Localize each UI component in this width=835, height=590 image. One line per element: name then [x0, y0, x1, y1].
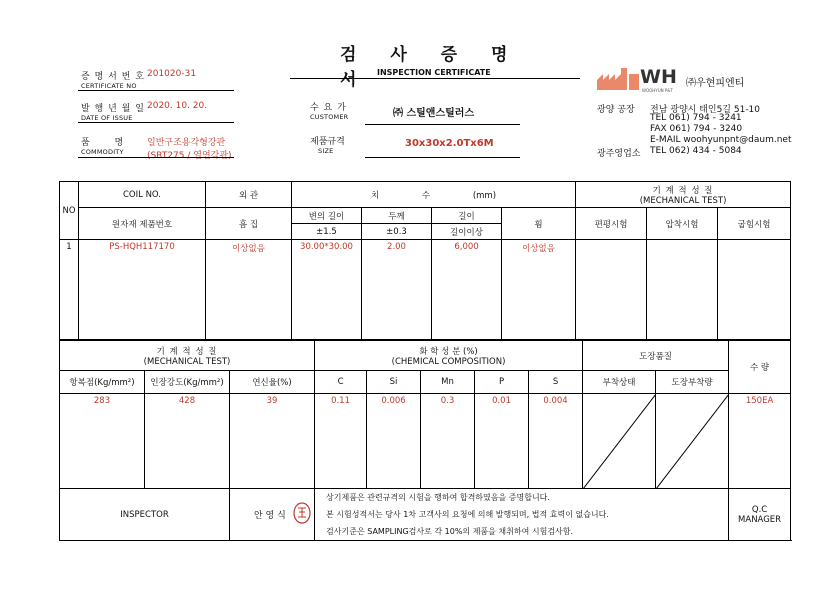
- mechanical-header-2: [60, 341, 315, 371]
- inspector-name: 안 영 식: [254, 511, 286, 521]
- commodity-underline: [78, 157, 234, 158]
- chemical-ko: 화 학 성 분 (%): [419, 346, 478, 357]
- issue-date-value: 2020. 10. 20.: [147, 101, 208, 111]
- side-length-header: 변의 길이: [292, 208, 362, 224]
- bending-test-header: 굽힘시험: [718, 208, 791, 240]
- tensile-header: 인장강도(Kg/mm²): [145, 371, 230, 394]
- document-title: 검 사 증 명 서: [340, 45, 522, 90]
- mechanical-en: (MECHANICAL TEST): [639, 195, 727, 206]
- bend-header: 휨: [502, 208, 576, 240]
- coating-header: 도장품질: [583, 341, 729, 371]
- note-line-1: 상기제품은 관련규격의 시험을 행하여 합격하였음을 증명합니다.: [326, 493, 550, 502]
- chemical-header: [315, 341, 583, 371]
- elongation-value: 39: [230, 394, 315, 489]
- adhesion-empty: [583, 394, 656, 489]
- c-value: 0.11: [315, 394, 367, 489]
- row-no: 1: [60, 240, 79, 340]
- customer-underline: [365, 124, 520, 125]
- seal-stamp-icon: [293, 502, 311, 524]
- diagonal-line-icon: [656, 394, 729, 489]
- quantity-value: 150EA: [729, 394, 791, 489]
- commodity-spec: (SRT275 / 열연각관): [147, 151, 232, 161]
- row-compression: [647, 240, 718, 340]
- cert-no-label: 증 명 서 번 호: [81, 72, 145, 82]
- row-appearance: 이상없음: [206, 240, 292, 340]
- row-side-length: 30.00*30.00: [292, 240, 362, 340]
- diagonal-line-icon: [583, 394, 656, 489]
- inspector-signature-cell: [230, 489, 315, 541]
- company-logo-icon: [597, 68, 639, 90]
- row-thickness: 2.00: [362, 240, 432, 340]
- table-row: [60, 240, 791, 340]
- title-underline: [290, 78, 580, 79]
- table-row: [60, 394, 791, 489]
- coating-amount-header: 도장부착량: [656, 371, 729, 394]
- qc-manager-label: Q.C MANAGER: [729, 489, 791, 541]
- chemical-en: (CHEMICAL COMPOSITION): [391, 356, 506, 367]
- office-label: 광주영업소: [597, 149, 641, 159]
- length-tolerance: 길이이상: [432, 224, 502, 240]
- customer-sub: CUSTOMER: [310, 113, 349, 121]
- p-header: P: [475, 371, 529, 394]
- thickness-header: 두께: [362, 208, 432, 224]
- coating-amount-empty: [656, 394, 729, 489]
- s-header: S: [529, 371, 583, 394]
- plant-address: 전남 광양시 태인5길 51-10: [650, 105, 761, 115]
- composition-table: [59, 340, 791, 541]
- plant-email: E-MAIL woohyunpnt@daum.net: [650, 135, 792, 145]
- issue-date-label: 발 행 년 월 일: [81, 104, 145, 114]
- flattening-test-header: 편평시험: [576, 208, 647, 240]
- no-header: NO: [60, 182, 79, 240]
- c-header: C: [315, 371, 367, 394]
- appearance-header: 외 관: [206, 182, 292, 208]
- mechanical-en-2: (MECHANICAL TEST): [143, 356, 231, 367]
- certification-notes: [315, 489, 729, 541]
- row-bending: [718, 240, 791, 340]
- size-underline: [365, 157, 520, 158]
- mechanical-header-1: [576, 182, 791, 208]
- document-title-en: INSPECTION CERTIFICATE: [377, 68, 491, 77]
- si-header: Si: [367, 371, 421, 394]
- dimension-table: [59, 181, 791, 340]
- office-tel: TEL 062) 434 - 5084: [650, 146, 742, 156]
- mechanical-ko-2: 기 계 적 성 질: [156, 346, 218, 357]
- adhesion-header: 부착상태: [583, 371, 656, 394]
- company-name: ㈜우현피엔티: [686, 78, 745, 89]
- row-flattening: [576, 240, 647, 340]
- note-line-2: 본 시험성적서는 당사 1차 고객사의 요청에 의해 발행되며, 법적 효력이 없습니다.: [326, 510, 609, 519]
- mn-header: Mn: [421, 371, 475, 394]
- commodity-sub: COMMODITY: [81, 148, 124, 156]
- plant-tel: TEL 061) 794 - 3241: [650, 113, 742, 123]
- p-value: 0.01: [475, 394, 529, 489]
- plant-fax: FAX 061) 794 - 3240: [650, 124, 743, 134]
- mechanical-ko: 기 계 적 성 질: [652, 185, 714, 196]
- row-length: 6,000: [432, 240, 502, 340]
- size-label: 제품규격: [310, 137, 345, 147]
- commodity-label: 품 명: [81, 138, 124, 148]
- plant-label: 광양 공장: [597, 105, 635, 115]
- customer-value: ㈜ 스틸앤스틸러스: [393, 108, 475, 119]
- issue-date-sub: DATE OF ISSUE: [81, 114, 133, 122]
- thickness-tolerance: ±0.3: [362, 224, 432, 240]
- cert-no-value: 201020-31: [147, 69, 197, 79]
- mn-value: 0.3: [421, 394, 475, 489]
- dimensions-header: 치 수 (mm): [292, 182, 576, 208]
- size-sub: SIZE: [318, 147, 334, 155]
- side-tolerance: ±1.5: [292, 224, 362, 240]
- customer-label: 수 요 가: [310, 103, 347, 113]
- si-value: 0.006: [367, 394, 421, 489]
- s-value: 0.004: [529, 394, 583, 489]
- note-line-3: 검사기준은 SAMPLING검사로 각 10%의 제품을 채취하여 시험검사함.: [326, 527, 574, 536]
- cert-no-sub: CERTIFICATE NO: [81, 82, 137, 90]
- coil-no-header: COIL NO.: [79, 182, 206, 208]
- row-bend: 이상없음: [502, 240, 576, 340]
- quantity-header: 수 량: [729, 341, 791, 394]
- elongation-header: 연신율(%): [230, 371, 315, 394]
- tensile-value: 428: [145, 394, 230, 489]
- yield-value: 283: [60, 394, 145, 489]
- length-header: 길이: [432, 208, 502, 224]
- compression-test-header: 압착시험: [647, 208, 718, 240]
- flaw-header: 흠 집: [206, 208, 292, 240]
- cert-no-underline: [78, 90, 234, 91]
- size-value: 30x30x2.0Tx6M: [405, 138, 494, 149]
- logo-letters: WH: [640, 66, 677, 88]
- commodity-value: 일반구조용각형강관: [147, 138, 226, 148]
- yield-header: 항복점(Kg/mm²): [60, 371, 145, 394]
- inspector-label: INSPECTOR: [60, 489, 230, 541]
- logo-small-text: WOOHYUN P&T: [642, 88, 673, 93]
- issue-date-underline: [78, 122, 234, 123]
- raw-material-no-header: 원자재 제품번호: [79, 208, 206, 240]
- row-coil-no: PS-HQH117170: [79, 240, 206, 340]
